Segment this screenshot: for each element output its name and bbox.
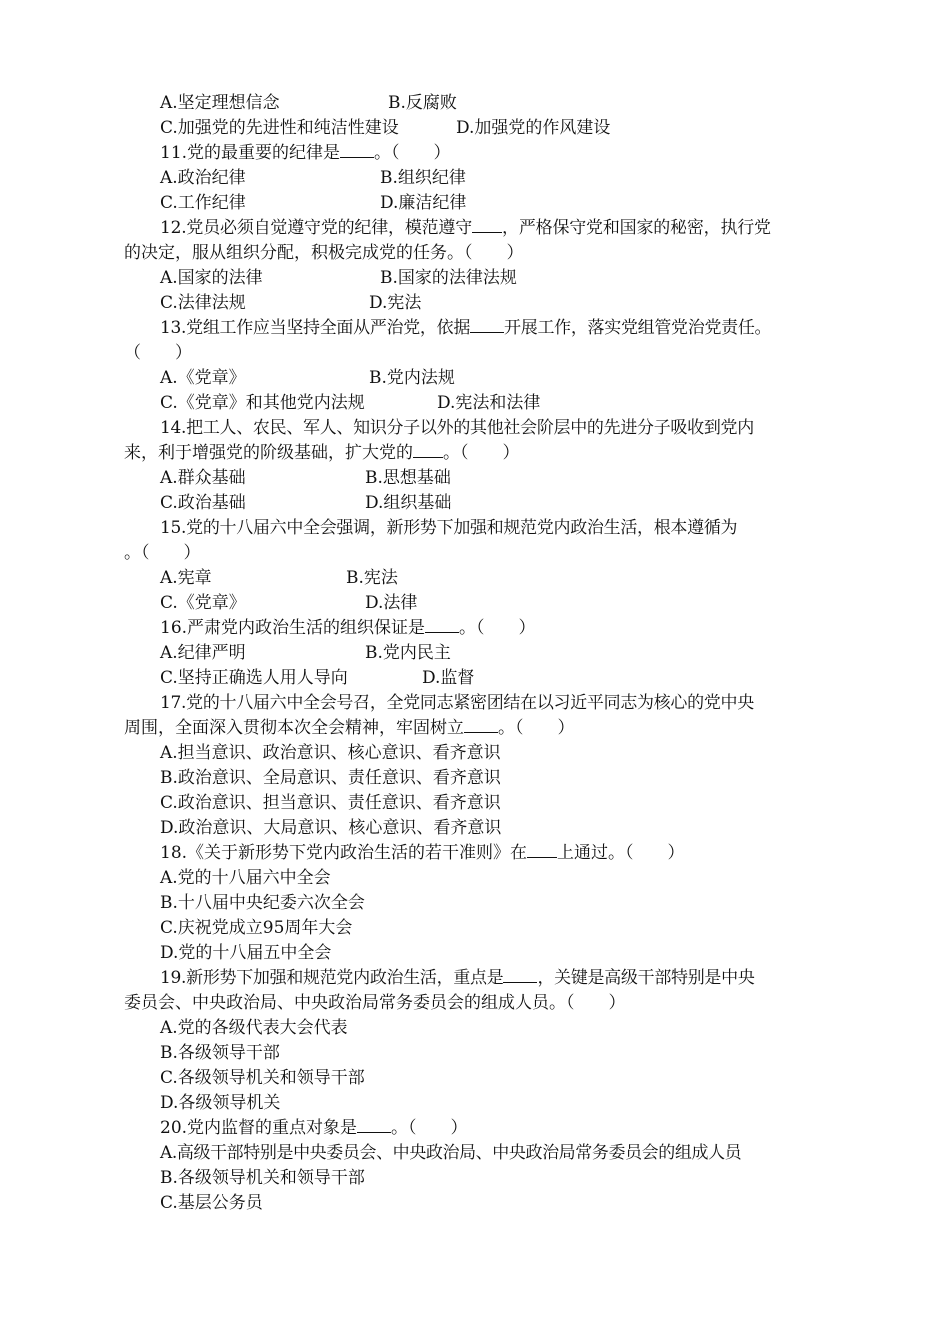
- option-d: D.党的十八届五中全会: [160, 943, 332, 963]
- option-line: [160, 1018, 348, 1038]
- option-line: [160, 593, 418, 613]
- answer-blank: [464, 718, 498, 733]
- option-line: [160, 943, 331, 963]
- question-text: 20.党内监督的重点对象是: [160, 1118, 358, 1138]
- option-d: D.监督: [422, 668, 475, 688]
- question-text: 来，利于增强党的阶级基础，扩大党的: [124, 443, 413, 463]
- option-c: C.《党章》: [160, 593, 246, 613]
- question-13-cont: [124, 343, 192, 363]
- option-line: [160, 118, 611, 138]
- option-b: B.十八届中央纪委六次全会: [160, 893, 365, 913]
- option-line: [160, 468, 451, 488]
- option-c: C.工作纪律: [160, 193, 246, 213]
- option-a: A.纪律严明: [160, 643, 246, 663]
- question-15-cont: [124, 543, 201, 563]
- option-c: C.庆祝党成立95周年大会: [160, 918, 353, 938]
- question-text: 。（ ）: [124, 543, 201, 563]
- option-b: B.政治意识、全局意识、责任意识、看齐意识: [160, 768, 501, 788]
- option-b: B.党内法规: [369, 368, 455, 388]
- question-text: 12.党员必须自觉遵守党的纪律，模范遵守: [160, 218, 473, 238]
- question-text: 11.党的最重要的纪律是: [160, 143, 341, 163]
- option-b: B.宪法: [346, 568, 398, 588]
- option-c: C.加强党的先进性和纯洁性建设: [160, 118, 399, 138]
- question-text: 15.党的十八届六中全会强调，新形势下加强和规范党内政治生活，根本遵循为: [160, 518, 738, 538]
- option-d: D.加强党的作风建设: [456, 118, 611, 138]
- option-d: D.宪法: [369, 293, 422, 313]
- option-line: [160, 918, 352, 938]
- question-17-cont: [124, 718, 575, 738]
- option-a: A.高级干部特别是中央委员会、中央政治局、中央政治局常务委员会的组成人员: [160, 1143, 742, 1163]
- question-13: [160, 318, 771, 338]
- option-line: [160, 368, 455, 388]
- question-text: 16.严肃党内政治生活的组织保证是: [160, 618, 426, 638]
- option-b: B.党内民主: [365, 643, 451, 663]
- question-text: （ ）: [124, 343, 192, 363]
- answer-blank: [527, 843, 557, 858]
- option-a: A.坚定理想信念: [160, 93, 280, 113]
- option-line: [160, 1043, 280, 1063]
- question-20: [160, 1118, 468, 1138]
- option-b: B.组织纪律: [380, 168, 466, 188]
- option-line: [160, 293, 422, 313]
- option-c: C.基层公务员: [160, 1193, 263, 1213]
- question-18: [160, 843, 685, 863]
- option-line: [160, 793, 501, 813]
- option-line: [160, 193, 467, 213]
- option-a: A.群众基础: [160, 468, 246, 488]
- option-a: A.《党章》: [160, 368, 246, 388]
- option-d: D.各级领导机关: [160, 1093, 281, 1113]
- option-c: C.政治基础: [160, 493, 246, 513]
- option-c: C.政治意识、担当意识、责任意识、看齐意识: [160, 793, 501, 813]
- question-text-end: 。（ ）: [443, 443, 520, 463]
- option-line: [160, 868, 331, 888]
- option-d: D.政治意识、大局意识、核心意识、看齐意识: [160, 818, 502, 838]
- question-19: [160, 968, 755, 988]
- option-b: B.反腐败: [388, 93, 457, 113]
- question-text: 周围，全面深入贯彻本次全会精神，牢固树立: [124, 718, 464, 738]
- option-d: D.廉洁纪律: [380, 193, 467, 213]
- option-a: A.担当意识、政治意识、核心意识、看齐意识: [160, 743, 501, 763]
- question-12-cont: [124, 243, 524, 263]
- question-text: 13.党组工作应当坚持全面从严治党，依据: [160, 318, 471, 338]
- question-text-end: 。（ ）: [391, 1118, 468, 1138]
- option-line: [160, 643, 451, 663]
- question-text-end: 上通过。（ ）: [557, 843, 685, 863]
- question-text-end: 。（ ）: [498, 718, 575, 738]
- option-line: [160, 1093, 280, 1113]
- question-text-end: 。（ ）: [374, 143, 451, 163]
- question-text: 委员会、中央政治局、中央政治局常务委员会的组成人员。（ ）: [124, 993, 626, 1013]
- question-text-end: ，关键是高级干部特别是中央: [537, 968, 755, 988]
- question-text: 17.党的十八届六中全会号召，全党同志紧密团结在以习近平同志为核心的党中央: [160, 693, 754, 713]
- option-line: [160, 168, 466, 188]
- option-b: B.国家的法律法规: [380, 268, 517, 288]
- question-text: 18.《关于新形势下党内政治生活的若干准则》在: [160, 843, 528, 863]
- option-line: [160, 1168, 365, 1188]
- option-b: B.各级领导机关和领导干部: [160, 1168, 365, 1188]
- answer-blank: [413, 443, 443, 458]
- question-text-end: 。（ ）: [459, 618, 536, 638]
- question-text: 的决定，服从组织分配，积极完成党的任务。（ ）: [124, 243, 524, 263]
- option-a: A.国家的法律: [160, 268, 263, 288]
- option-c: C.法律法规: [160, 293, 246, 313]
- option-c: C.《党章》和其他党内法规: [160, 393, 365, 413]
- question-text-end: ，严格保守党和国家的秘密，执行党: [502, 218, 771, 238]
- option-c: C.坚持正确选人用人导向: [160, 668, 348, 688]
- option-d: D.组织基础: [365, 493, 452, 513]
- option-line: [160, 568, 398, 588]
- question-19-cont: [124, 993, 626, 1013]
- question-16: [160, 618, 536, 638]
- option-b: B.思想基础: [365, 468, 451, 488]
- question-12: [160, 218, 771, 238]
- option-d: D.法律: [365, 593, 418, 613]
- option-a: A.党的十八届六中全会: [160, 868, 331, 888]
- option-a: A.党的各级代表大会代表: [160, 1018, 348, 1038]
- answer-blank: [503, 968, 537, 983]
- option-line: [160, 1143, 741, 1163]
- question-15: [160, 518, 737, 538]
- question-14-cont: [124, 443, 520, 463]
- question-text: 14.把工人、农民、军人、知识分子以外的其他社会阶层中的先进分子吸收到党内: [160, 418, 754, 438]
- option-line: [160, 768, 501, 788]
- option-line: [160, 493, 452, 513]
- option-line: [160, 393, 541, 413]
- option-a: A.政治纪律: [160, 168, 246, 188]
- answer-blank: [340, 143, 374, 158]
- option-b: B.各级领导干部: [160, 1043, 280, 1063]
- option-line: [160, 1068, 365, 1088]
- answer-blank: [472, 218, 502, 233]
- answer-blank: [357, 1118, 391, 1133]
- option-line: [160, 743, 501, 763]
- question-text-end: 开展工作，落实党组管党治党责任。: [504, 318, 772, 338]
- answer-blank: [470, 318, 504, 333]
- option-line: [160, 818, 501, 838]
- answer-blank: [425, 618, 459, 633]
- question-17: [160, 693, 754, 713]
- option-line: [160, 93, 457, 113]
- option-d: D.宪法和法律: [437, 393, 541, 413]
- option-c: C.各级领导机关和领导干部: [160, 1068, 365, 1088]
- option-line: [160, 268, 517, 288]
- question-11: [160, 143, 451, 163]
- option-a: A.宪章: [160, 568, 212, 588]
- option-line: [160, 668, 475, 688]
- option-line: [160, 893, 365, 913]
- option-line: [160, 1193, 263, 1213]
- question-text: 19.新形势下加强和规范党内政治生活，重点是: [160, 968, 504, 988]
- question-14: [160, 418, 754, 438]
